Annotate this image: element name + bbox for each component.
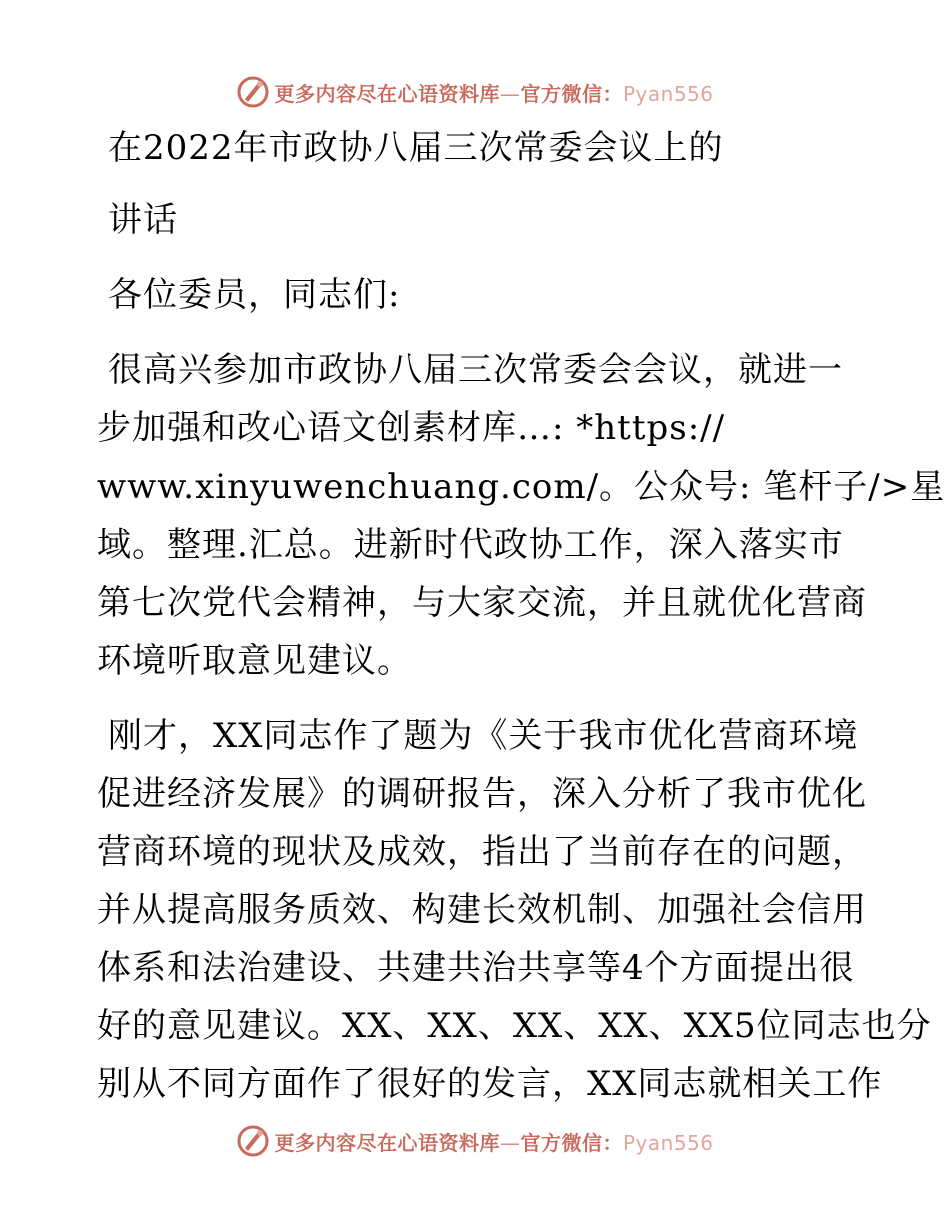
paragraph2-line-5: 体系和法治建设、共建共治共享等4个方面提出很 [97, 948, 855, 988]
banner-text: 更多内容尽在心语资料库—官方微信：Pyan556 [274, 81, 714, 106]
salutation: 各位委员，同志们: [108, 275, 401, 315]
paragraph1-line-4: 域。整理.汇总。进新时代政协工作，深入落实市 [97, 525, 844, 565]
title-line-2: 讲话 [108, 200, 178, 240]
paragraph2-line-1: 刚才，XX同志作了题为《关于我市优化营商环境 [108, 716, 859, 756]
quill-logo-icon [236, 1124, 270, 1158]
banner-text: 更多内容尽在心语资料库—官方微信：Pyan556 [274, 1130, 714, 1155]
footer-banner [0, 1121, 950, 1161]
title-line-1: 在2022年市政协八届三次常委会议上的 [108, 128, 724, 168]
header-banner [0, 72, 950, 112]
paragraph2-line-4: 并从提高服务质效、构建长效机制、加强社会信用 [97, 890, 867, 930]
paragraph2-line-6: 好的意见建议。XX、XX、XX、XX、XX5位同志也分 [97, 1006, 932, 1046]
paragraph1-line-5: 第七次党代会精神，与大家交流，并且就优化营商 [97, 583, 867, 623]
paragraph2-line-3: 营商环境的现状及成效，指出了当前存在的问题， [97, 832, 867, 872]
paragraph1-line-2: 步加强和改心语文创素材库…: *https:// [97, 408, 726, 448]
paragraph1-line-6: 环境听取意见建议。 [97, 641, 412, 681]
paragraph2-line-2: 促进经济发展》的调研报告，深入分析了我市优化 [97, 774, 867, 814]
quill-logo-icon [236, 75, 270, 109]
paragraph1-line-3: www.xinyuwenchuang.com/。公众号: 笔杆子/>星 [97, 467, 946, 507]
paragraph2-line-7: 别从不同方面作了很好的发言，XX同志就相关工作 [97, 1064, 883, 1104]
paragraph1-line-1: 很高兴参加市政协八届三次常委会会议，就进一 [108, 350, 843, 390]
